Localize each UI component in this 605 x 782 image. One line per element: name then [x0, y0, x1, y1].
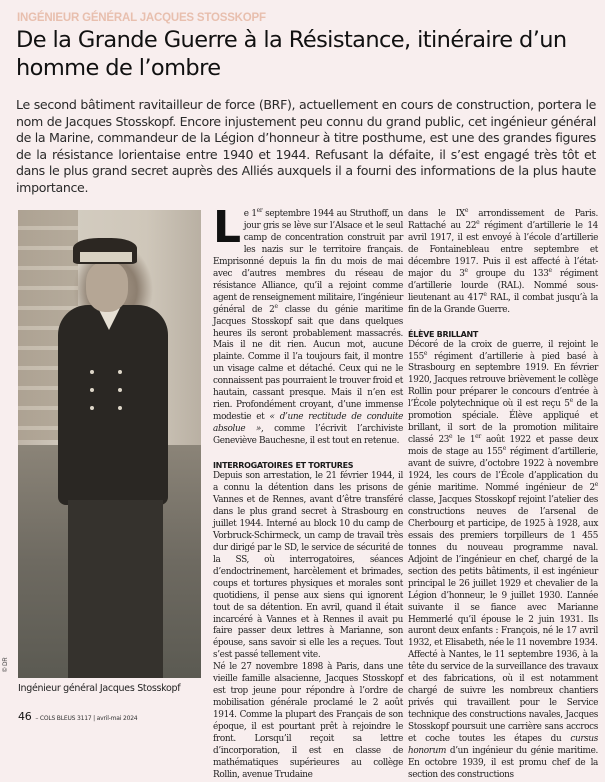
article-paragraph — [408, 340, 598, 651]
photo-caption: Ingénieur général Jacques Stosskopf — [18, 683, 181, 694]
text-run: arrondissement de Paris. Rattaché au 22 — [408, 209, 598, 231]
page-number: 46 — [18, 710, 32, 723]
article-paragraph — [408, 209, 598, 317]
page-footer — [18, 710, 137, 723]
text-run: groupe du 133 — [467, 268, 549, 279]
quote: « d’une rectitude de conduite absolue » — [213, 412, 403, 435]
photo-legs — [68, 500, 163, 678]
superscript: er — [256, 207, 263, 215]
article-headline: De la Grande Guerre à la Résistance, itinéraire d’un homme de l’ombre — [16, 27, 567, 81]
superscript: e — [449, 433, 453, 441]
text-run: régiment d’artillerie le 14 avril 1917, il est envoyé à l’école d’artillerie de Fontainebleau entre septembre et décembre 1917. Puis il est affecté à l’état-major du 3 — [408, 220, 598, 279]
superscript: e — [423, 349, 428, 357]
photo-credit: © DR — [3, 657, 9, 672]
superscript: e — [483, 290, 487, 298]
section-heading-interrogatoires: INTERROGATOIRES ET TORTURES — [213, 461, 354, 471]
text-run: e 1 — [243, 209, 257, 219]
photo-uniform-button — [90, 406, 94, 410]
article-column-1 — [213, 202, 404, 782]
text-run: , comme l’écrivit l’archiviste Geneviève Bauchesne, il est tout en retenue. — [213, 424, 404, 447]
superscript: er — [475, 433, 481, 441]
article-column-2 — [408, 209, 598, 782]
article-lead: Le second bâtiment ravitailleur de force (BRF), actuellement en cours de construction, portera le nom de Jacques Stosskopf. Encore injustement peu connu du grand public, cet ingénieur général de la Marine, commandeur de la Légion d’honneur à titre posthume, est une des grandes figures de la résistance lorientaise entre 1940 et 1944. Refusant la défaite, il s’est engagé très tôt et dans le plus grand secret auprès des Alliés auxquels il a fourni des informations de la plus haute importance. — [16, 97, 596, 195]
text-run: classe du génie maritime Jacques Stosskopf sait que dans quelques heures ils seront probablement massacrés. Mais il ne dit rien. Aucun mot, aucune plainte. Comme il l’a toujours fait, il montre un visage calme et détaché. Ceux qui ne le connaissent pas pourraient le trouver froid et hautain, cassant presque. Mais il n’en est rien. Profondément croyant, d’une immense modestie et — [213, 304, 403, 423]
photo-uniform-coat — [58, 305, 168, 505]
superscript: e — [569, 397, 573, 405]
article-paragraph: Né le 27 novembre 1898 à Paris, dans une vieille famille alsacienne, Jacques Stosskopf est trop jeune pour répondre à l’ordre de mobilisation générale proclamé le 2 août 1914. Comme la plupart des Français de son époque, il est pourtant prêt à rejoindre le front. Lorsqu’il reçoit sa lettre d’incorporation, il est en classe de mathématiques supérieures au collège Rollin, avenue Trudaine — [213, 662, 403, 780]
photo-uniform-button — [90, 388, 94, 392]
text-run: régiment d’artillerie, avant de suivre, d’octobre 1922 à novembre 1924, les cours de l’École d’application du génie maritime. Nommé ingénieur de 2 — [408, 447, 598, 494]
text-run: août 1922 et passe deux mois de stage au 155 — [408, 435, 598, 458]
text-run: septembre 1944 au Struthoff, un jour gris se lève sur l’Alsace et le seul camp de concentration construit par les nazis sur le territoire français. Emprisonné depuis la fin du mois de mai avec d’autres membres du réseau de résistance Alliance, qu’il a rejoint comme agent de renseignement militaire, l’ingénieur général de 2 — [213, 209, 403, 315]
text-run: régiment d’artillerie à pied basé à Strasbourg en septembre 1919. En février 1920, Jacques retrouve brièvement le collège Rollin pour préparer le concours d’entrée à l’École polytechnique où il est reçu 5 — [408, 351, 598, 410]
article-paragraph — [213, 202, 404, 448]
superscript: e — [502, 445, 506, 453]
section-heading-eleve-brillant: ÉLÈVE BRILLANT — [408, 329, 479, 339]
superscript: e — [464, 207, 469, 215]
publication-info: – COLS BLEUS 3117 | avril-mai 2024 — [35, 715, 138, 722]
text-run: régiment d’artillerie lourde (RAL). Nommé sous-lieutenant au 417 — [408, 268, 598, 303]
photo-uniform-button — [118, 406, 122, 410]
superscript: e — [594, 481, 598, 489]
superscript: e — [548, 266, 552, 274]
text-run: le 1 — [452, 435, 476, 446]
photo-face — [86, 262, 128, 312]
text-run: Décoré de la croix de guerre, il rejoint le 155 — [408, 339, 598, 362]
photo-uniform-button — [90, 370, 94, 374]
article-kicker: INGÉNIEUR GÉNÉRAL JACQUES STOSSKOPF — [17, 12, 266, 24]
superscript: e — [274, 302, 278, 310]
portrait-photo — [18, 210, 201, 678]
superscript: e — [476, 218, 480, 226]
article-paragraph: Depuis son arrestation, le 21 février 1944, il a connu la détention dans les prisons de Vannes et de Rennes, avant d’être transféré dans le plus grand secret à Strasbourg en juillet 1944. Interné au block 10 du camp de Vorbruck-Schirmeck, un camp de travail très dur dirigé par le SD, le service de sécurité de la SS, où interrogatoires, séances d’endoctrinement, harcèlement et brimades, coups et tortures physiques et morales sont quotidiens, il pense aux siens qui ignorent tout de sa détention. En avril, quand il était incarcéré à Vannes et à Rennes il avait pu faire passer deux lettres à Marianne, son épouse, sans savoir si elle les a reçues. Tout s’est passé tellement vite. — [213, 471, 403, 661]
drop-cap: L — [213, 202, 241, 253]
photo-cap-band — [80, 252, 132, 262]
superscript: e — [464, 266, 468, 274]
text-run: classe, Jacques Stosskopf rejoint l’atelier des constructions neuves de l’arsenal de Cherbourg et participe, de 1925 à 1928, aux essais des premiers torpilleurs de 1 455 tonnes du nouveau programme naval. Adjoint de l’ingénieur en chef, chargé de la section des petits bâtiments, il est ingénieur principal le 26 juillet 1929 et chevalier de la Légion d’honneur, le 9 juillet 1930. L’année suivante il se fiance avec Marianne Hemmerlé qu’il épouse le 2 juin 1931. Ils auront deux enfants : François, né le 17 avril 1932, et Elisabeth, née le 11 novembre 1934. — [408, 494, 598, 649]
text-run: Affecté à Nantes, le 11 septembre 1936, à la tête du service de la surveillance des travaux et des fabrications, où il est notamment chargé de suivre les nombreux chantiers privés qui travaillent pour le Service technique des constructions navales, Jacques Stosskopf poursuit une carrière sans accrocs et coche toutes les étapes du — [408, 650, 598, 745]
text-run: d’un ingénieur du génie maritime. En octobre 1939, il est promu chef de la section des constructions — [408, 745, 598, 780]
italic-term: cursus honorum — [408, 734, 598, 756]
article-paragraph — [408, 650, 598, 781]
text-run: de la promotion spéciale. Élève appliqué et brillant, il sort de la promotion militaire classé 23 — [408, 399, 598, 446]
text-run: dans le IX — [408, 209, 465, 219]
text-run: RAL, il combat jusqu’à la fin de la Grande Guerre. — [408, 292, 598, 315]
photo-uniform-button — [118, 388, 122, 392]
photo-uniform-button — [118, 370, 122, 374]
